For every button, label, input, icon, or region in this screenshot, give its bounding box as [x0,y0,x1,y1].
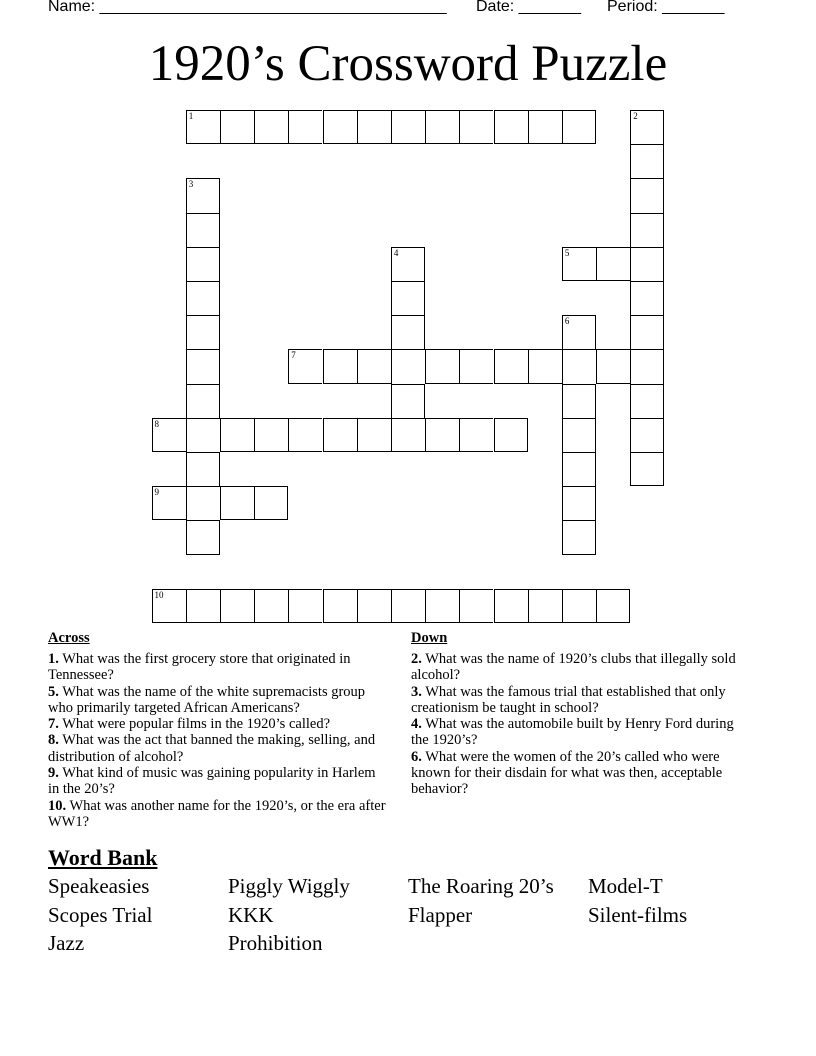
crossword-cell[interactable] [494,349,528,383]
crossword-cell[interactable] [459,418,493,452]
crossword-cell[interactable] [220,486,254,520]
crossword-cell[interactable] [186,178,220,212]
crossword-cell[interactable] [186,520,220,554]
clue-number: 6 [564,316,570,327]
clue-item-number: 5. [48,683,59,700]
word-bank-word: Model-T [588,874,663,898]
crossword-cell[interactable] [220,589,254,623]
clue-number: 8 [154,418,159,429]
crossword-cell[interactable] [630,247,664,281]
crossword-cell[interactable] [186,384,220,418]
crossword-cell[interactable] [323,418,357,452]
crossword-cell[interactable] [152,486,186,520]
word-bank-word: The Roaring 20’s [408,874,554,898]
crossword-cell[interactable] [630,315,664,349]
crossword-cell[interactable] [186,315,220,349]
crossword-cell[interactable] [323,349,357,383]
crossword-cell[interactable] [288,589,322,623]
word-bank-word: Piggly Wiggly [228,874,350,898]
crossword-cell[interactable] [596,247,630,281]
crossword-cell[interactable] [562,315,596,349]
clue-item-text: What was the automobile built by Henry Ford during the 1920’s? [411,716,734,749]
crossword-cell[interactable] [152,589,186,623]
crossword-cell[interactable] [459,110,493,144]
crossword-cell[interactable] [254,486,288,520]
crossword-cell[interactable] [562,384,596,418]
clue-item [411,651,751,684]
crossword-cell[interactable] [357,110,391,144]
clue-number: 2 [633,111,638,121]
crossword-cell[interactable] [630,144,664,178]
crossword-cell[interactable] [254,418,288,452]
clue-item [411,716,751,749]
crossword-cell[interactable] [630,418,664,452]
clue-item-number: 2. [411,651,422,667]
crossword-cell[interactable] [220,418,254,452]
crossword-cell[interactable] [528,589,562,623]
word-bank-word: Scopes Trial [48,903,153,927]
crossword-cell[interactable] [152,418,186,452]
clue-item [48,798,388,831]
word-bank-word: Speakeasies [48,874,150,898]
down-heading: Down [411,630,448,646]
crossword-cell[interactable] [186,281,220,315]
crossword-cell[interactable] [425,589,459,623]
crossword-cell[interactable] [254,110,288,144]
clue-number: 4 [393,247,399,258]
clue-item-text: What was the first grocery store that originated in Tennessee? [48,651,351,684]
crossword-cell[interactable] [288,418,322,452]
crossword-cell[interactable] [391,247,425,281]
period-field-label: Period: _______ [607,0,725,15]
crossword-cell[interactable] [562,349,596,383]
down-clues [411,629,751,798]
crossword-cell[interactable] [562,110,596,144]
crossword-cell[interactable] [186,418,220,452]
clue-item-number: 8. [48,732,59,749]
crossword-cell[interactable] [562,589,596,623]
crossword-cell[interactable] [391,110,425,144]
crossword-cell[interactable] [288,110,322,144]
word-bank-word: KKK [228,903,274,927]
crossword-cell[interactable] [186,349,220,383]
crossword-cell[interactable] [596,349,630,383]
clue-item-text: What was the act that banned the making, selling, and distribution of alcohol? [48,732,376,765]
crossword-cell[interactable] [528,349,562,383]
word-bank-word: Flapper [408,903,473,927]
clue-item-text: What kind of music was gaining popularity in Harlem in the 20’s? [48,765,376,798]
crossword-cell[interactable] [630,178,664,212]
across-heading: Across [48,630,90,646]
clue-item [48,732,388,765]
crossword-cell[interactable] [562,418,596,452]
crossword-cell[interactable] [630,349,664,383]
crossword-cell[interactable] [391,281,425,315]
clue-item-text: What was the famous trial that established that only creationism be taught in school? [411,683,726,716]
crossword-cell[interactable] [425,110,459,144]
crossword-cell[interactable] [186,486,220,520]
crossword-cell[interactable] [391,384,425,418]
clue-item-text: What were the women of the 20’s called who were known for their disdain for what was then, acceptable behavior? [411,748,723,798]
crossword-cell[interactable] [425,349,459,383]
crossword-cell[interactable] [562,520,596,554]
clue-item-number: 9. [48,765,59,782]
clue-item-text: What was another name for the 1920’s, or the era after WW1? [48,797,386,830]
crossword-cell[interactable] [630,384,664,418]
crossword-cell[interactable] [357,418,391,452]
crossword-cell[interactable] [391,589,425,623]
crossword-cell[interactable] [357,589,391,623]
crossword-cell[interactable] [562,486,596,520]
clue-item [48,765,388,798]
crossword-cell[interactable] [425,418,459,452]
crossword-cell[interactable] [494,418,528,452]
clue-number: 1 [188,111,194,121]
crossword-cell[interactable] [630,281,664,315]
crossword-cell[interactable] [323,110,357,144]
crossword-cell[interactable] [391,315,425,349]
clue-item-text: What were popular films in the 1920’s called? [58,716,330,733]
page-title: 1920’s Crossword Puzzle [148,36,668,92]
crossword-cell[interactable] [630,452,664,486]
name-field-label: Name: _______________________________________ [48,0,447,15]
crossword-cell[interactable] [186,247,220,281]
date-field-label: Date: _______ [476,0,581,15]
crossword-cell[interactable] [528,110,562,144]
clue-number: 7 [291,350,296,361]
crossword-cell[interactable] [391,418,425,452]
crossword-cell[interactable] [254,589,288,623]
clue-item [48,716,388,732]
crossword-cell[interactable] [357,349,391,383]
word-bank-title: Word Bank [48,845,158,870]
crossword-cell[interactable] [459,589,493,623]
clue-item [48,684,388,717]
clue-item-number: 7. [48,716,59,733]
crossword-cell[interactable] [391,349,425,383]
clue-item-number: 3. [411,683,422,700]
crossword-cell[interactable] [562,247,596,281]
clue-number: 10 [154,589,164,600]
clue-item [411,684,751,717]
crossword-cell[interactable] [186,213,220,247]
crossword-cell[interactable] [186,110,220,144]
crossword-cell[interactable] [562,452,596,486]
crossword-cell[interactable] [220,110,254,144]
crossword-cell[interactable] [186,452,220,486]
word-bank-word: Prohibition [228,931,323,955]
clue-item-number: 10. [48,797,67,814]
crossword-cell[interactable] [630,110,664,144]
clue-number: 5 [564,247,570,258]
crossword-cell[interactable] [288,349,322,383]
crossword-cell[interactable] [494,110,528,144]
clue-number: 3 [188,179,194,190]
crossword-cell[interactable] [630,213,664,247]
word-bank-word: Silent-films [588,903,688,927]
clue-item-text: What was the name of 1920’s clubs that illegally sold alcohol? [411,651,736,684]
clue-number: 9 [154,487,159,498]
across-clues [48,629,388,830]
clue-item-number: 4. [411,716,422,733]
clue-item [411,749,751,798]
crossword-cell[interactable] [186,589,220,623]
crossword-cell[interactable] [596,589,630,623]
crossword-cell[interactable] [459,349,493,383]
crossword-cell[interactable] [494,589,528,623]
crossword-cell[interactable] [323,589,357,623]
word-bank-word: Jazz [48,931,85,955]
clue-item-number: 1. [48,651,59,667]
clue-item [48,651,388,684]
clue-item-text: What was the name of the white supremacists group who primarily targeted African Americans? [48,683,366,716]
clue-item-number: 6. [411,748,422,765]
